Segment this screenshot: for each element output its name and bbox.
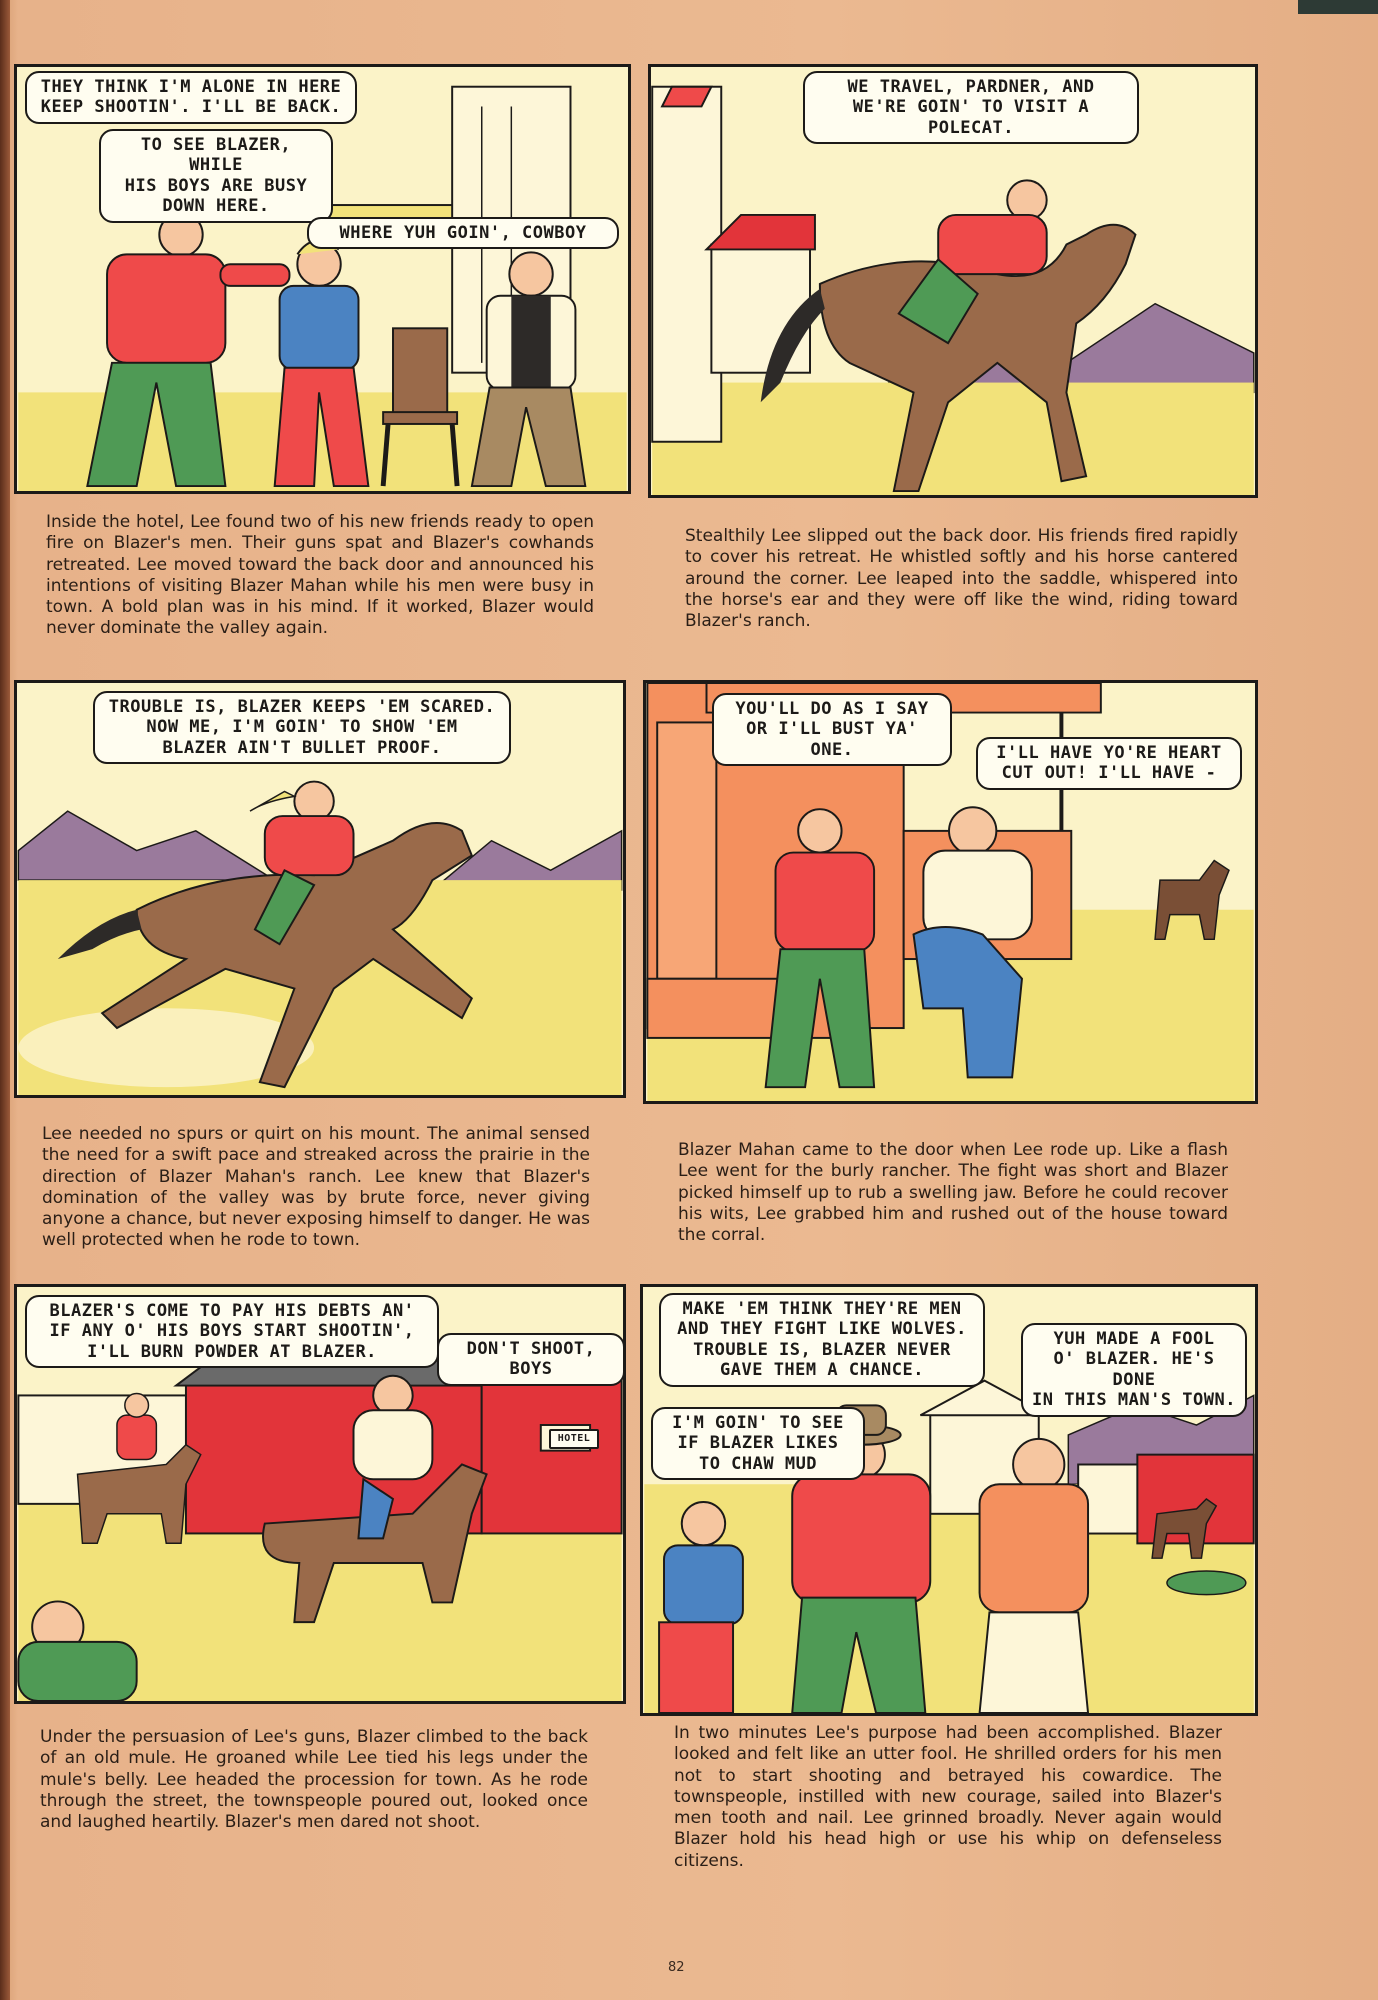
comic-panel-5 — [14, 1284, 626, 1704]
speech-balloon: THEY THINK I'M ALONE IN HERE KEEP SHOOTIN'. I'LL BE BACK. — [25, 71, 357, 124]
comic-panel-3 — [14, 680, 626, 1098]
corner-tab — [1298, 0, 1378, 14]
comic-panel-6 — [640, 1284, 1258, 1716]
comic-panel-1 — [14, 64, 631, 494]
speech-balloon: I'LL HAVE YO'RE HEART CUT OUT! I'LL HAVE - — [976, 737, 1242, 790]
panel-4-caption: Blazer Mahan came to the door when Lee rode up. Like a flash Lee went for the burly rancher. The fight was short and Blazer picked himself up to rub a swelling jaw. Before he could recover his wits, Lee grabbed him and rushed out of the house toward the corral. — [678, 1140, 1228, 1245]
hotel-sign: HOTEL — [549, 1429, 599, 1449]
panel-2-caption: Stealthily Lee slipped out the back door. His friends fired rapidly to cover his retreat. He whistled softly and his horse cantered around the corner. Lee leaped into the saddle, whispered into the horse's ear and they were off like the wind, riding toward Blazer's ranch. — [685, 526, 1238, 631]
speech-balloon: WE TRAVEL, PARDNER, AND WE'RE GOIN' TO VISIT A POLECAT. — [803, 71, 1139, 144]
comic-panel-2 — [648, 64, 1258, 498]
panel-3-caption: Lee needed no spurs or quirt on his mount. The animal sensed the need for a swift pace and streaked across the prairie in the direction of Blazer Mahan's ranch. Lee knew that Blazer's domination of the valley was by brute force, never giving anyone a chance, but never exposing himself to danger. He was well protected when he rode to town. — [42, 1124, 590, 1251]
speech-balloon: I'M GOIN' TO SEE IF BLAZER LIKES TO CHAW MUD — [651, 1407, 865, 1480]
speech-balloon: YOU'LL DO AS I SAY OR I'LL BUST YA' ONE. — [712, 693, 952, 766]
speech-balloon: TO SEE BLAZER, WHILE HIS BOYS ARE BUSY DOWN HERE. — [99, 129, 333, 223]
speech-balloon: WHERE YUH GOIN', COWBOY — [307, 217, 619, 249]
comic-panel-4 — [643, 680, 1258, 1104]
page-number: 82 — [668, 1960, 685, 1975]
speech-balloon: MAKE 'EM THINK THEY'RE MEN AND THEY FIGHT LIKE WOLVES. TROUBLE IS, BLAZER NEVER GAVE THEM A CHANCE. — [659, 1293, 985, 1387]
page-binding — [0, 0, 10, 2000]
speech-balloon: BLAZER'S COME TO PAY HIS DEBTS AN' IF ANY O' HIS BOYS START SHOOTIN', I'LL BURN POWDER AT BLAZER. — [25, 1295, 439, 1368]
speech-balloon: TROUBLE IS, BLAZER KEEPS 'EM SCARED. NOW ME, I'M GOIN' TO SHOW 'EM BLAZER AIN'T BULLET PROOF. — [93, 691, 511, 764]
speech-balloon: DON'T SHOOT, BOYS — [437, 1333, 625, 1386]
speech-balloon: YUH MADE A FOOL O' BLAZER. HE'S DONE IN THIS MAN'S TOWN. — [1021, 1323, 1247, 1417]
panel-1-caption: Inside the hotel, Lee found two of his new friends ready to open fire on Blazer's men. Their guns spat and Blazer's cowhands retreated. Lee moved toward the back door and announced his intentions of visiting Blazer Mahan while his men were busy in town. A bold plan was in his mind. If it worked, Blazer would never dominate the valley again. — [46, 512, 594, 639]
panel-5-caption: Under the persuasion of Lee's guns, Blazer climbed to the back of an old mule. He groaned while Lee tied his legs under the mule's belly. Lee headed the procession for town. As he rode through the street, the townspeople poured out, looked once and laughed heartily. Blazer's men dared not shoot. — [40, 1727, 588, 1832]
panel-6-caption: In two minutes Lee's purpose had been accomplished. Blazer looked and felt like an utter fool. He shrilled orders for his men not to start shooting and betrayed his cowardice. The townspeople, instilled with new courage, sailed into Blazer's men tooth and nail. Lee grinned broadly. Never again would Blazer hold his head high or use his whip on defenseless citizens. — [674, 1723, 1222, 1871]
